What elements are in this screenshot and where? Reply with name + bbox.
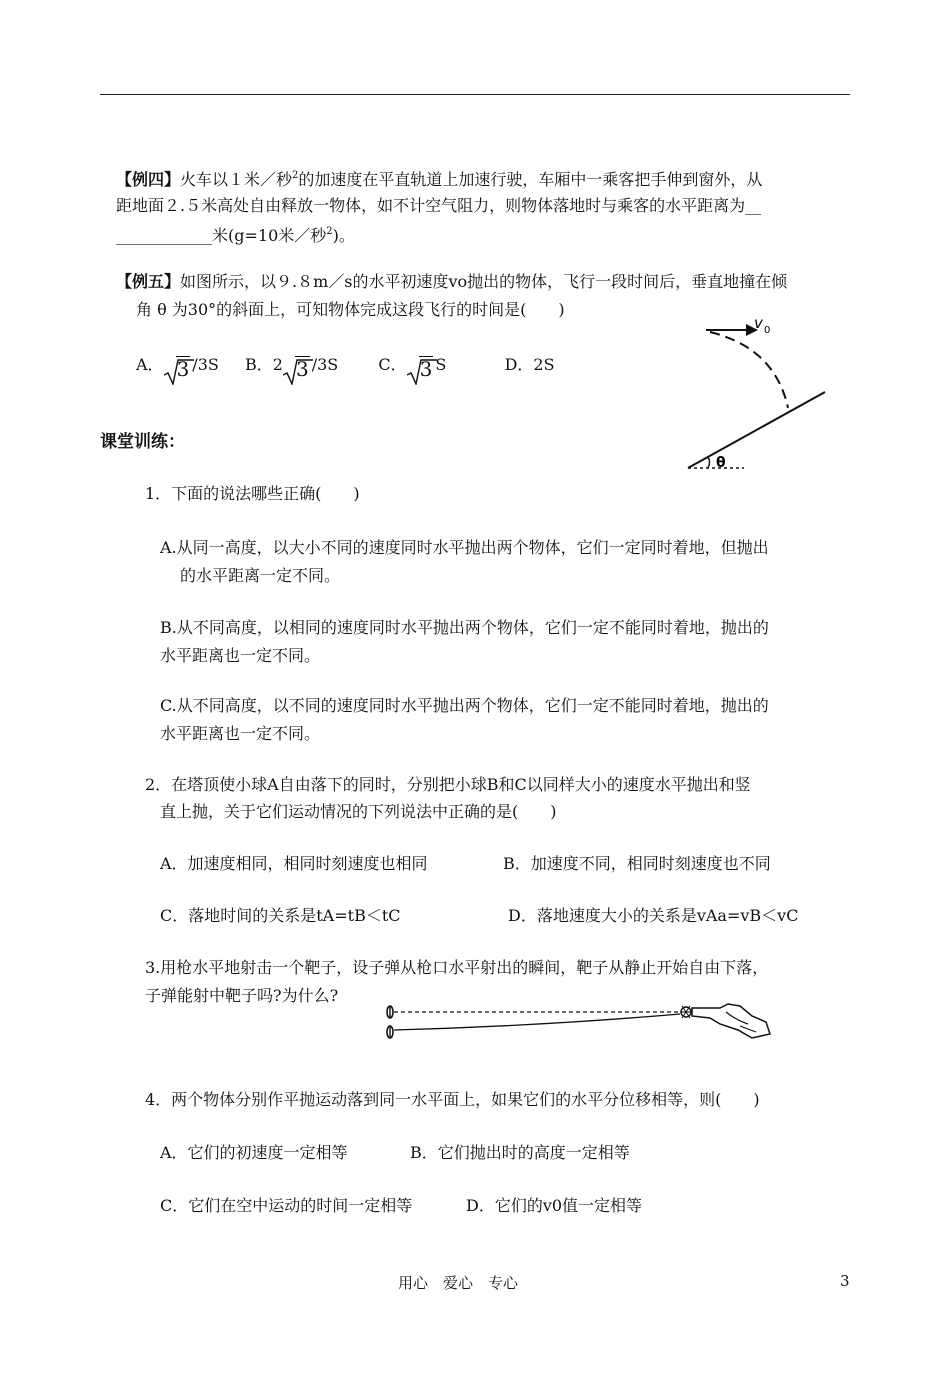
q3-stem: 3.用枪水平地射击一个靶子，设子弹从枪口水平射出的瞬间，靶子从静止开始自由下落， [145,958,769,977]
example4-text3a: ____________米(g=10米／秒 [116,226,327,245]
example5-tag: 【例五】 [116,272,181,291]
q4-option-a: A．它们的初速度一定相等 [160,1143,348,1162]
q2-option-c: C．落地时间的关系是tA=tB＜tC [160,906,401,925]
q4-option-c: C．它们在空中运动的时间一定相等 [160,1196,413,1215]
q2-option-a: A．加速度相同，相同时刻速度也相同 [160,854,428,873]
fig-v0-label: v [754,318,763,332]
example4-text1: 火车以１米／秒 [180,170,293,189]
sqrt-symbol: 3 [283,359,310,379]
q1-option-c: C.从不同高度，以不同的速度同时水平抛出两个物体，它们一定不能同时着地，抛出的 [160,696,769,715]
fig-v0-sub: 0 [764,325,771,336]
page-number: 3 [840,1272,850,1290]
example4-line2: 距地面２.５米高处自由释放一物体，如不计空气阻力，则物体落地时与乘客的水平距离为__ [116,196,762,215]
option-a-label: A． [136,355,164,374]
q2-stem-cont: 直上抛，关于它们运动情况的下列说法中正确的是( ) [160,802,557,821]
example4-line3 [116,222,355,246]
example4-line1 [116,166,762,190]
example5-line1 [116,272,787,292]
option-d-label: D．2S [504,355,555,374]
example4-text3b: )。 [332,226,355,245]
q1-option-a: A.从同一高度，以大小不同的速度同时水平抛出两个物体，它们一定同时着地，但抛出 [160,538,769,557]
example5-text1: 如图所示，以９.８m／s的水平初速度vo抛出的物体，飞行一段时间后，垂直地撞在倾 [180,272,788,291]
hand-gun-icon [692,1004,770,1038]
sqrt-symbol: 3 [164,359,191,379]
q4-option-d: D．它们的v0值一定相等 [466,1196,643,1215]
example4-text1b: 的加速度在平直轨道上加速行驶，车厢中一乘客把手伸到窗外，从 [298,170,763,189]
q4-option-b: B．它们抛出时的高度一定相等 [410,1143,630,1162]
example4-sup2: 2 [326,226,333,237]
q1-option-a-cont: 的水平距离一定不同。 [180,566,341,585]
q3-stem-cont: 子弹能射中靶子吗?为什么? [145,986,339,1005]
section-title: 课堂训练： [100,432,185,452]
fig-theta-label: θ [716,455,726,471]
example5-line2: 角 θ 为30°的斜面上，可知物体完成这段飞行的时间是( ) [136,300,565,319]
example5-options: A． 3 /3S B．2 3 /3S C． 3 S D．2S [136,355,555,379]
q2-option-d: D．落地速度大小的关系是vAa=vB＜vC [508,906,799,925]
q2-stem: 2．在塔顶使小球A自由落下的同时，分别把小球B和C以同样大小的速度水平抛出和竖 [145,775,751,794]
q1-option-b-cont: 水平距离也一定不同。 [160,646,321,665]
q4-stem: 4．两个物体分别作平抛运动落到同一水平面上，如果它们的水平分位移相等，则( ) [145,1090,760,1109]
q2-option-b: B．加速度不同，相同时刻速度也不同 [503,854,771,873]
option-c-label: C． [378,355,407,374]
header-rule [100,94,850,95]
q1-stem: 1．下面的说法哪些正确( ) [145,484,360,503]
q1-option-b: B.从不同高度，以相同的速度同时水平抛出两个物体，它们一定不能同时着地，抛出的 [160,618,769,637]
incline-figure [680,318,830,473]
gun-target-figure [380,1002,780,1052]
q1-option-c-cont: 水平距离也一定不同。 [160,724,321,743]
option-b-label: B．2 [245,355,283,374]
example4-sup1: 2 [292,170,299,181]
example4-tag: 【例四】 [116,170,181,189]
footer-motto: 用心 爱心 专心 [398,1274,519,1292]
sqrt-symbol: 3 [407,359,434,379]
